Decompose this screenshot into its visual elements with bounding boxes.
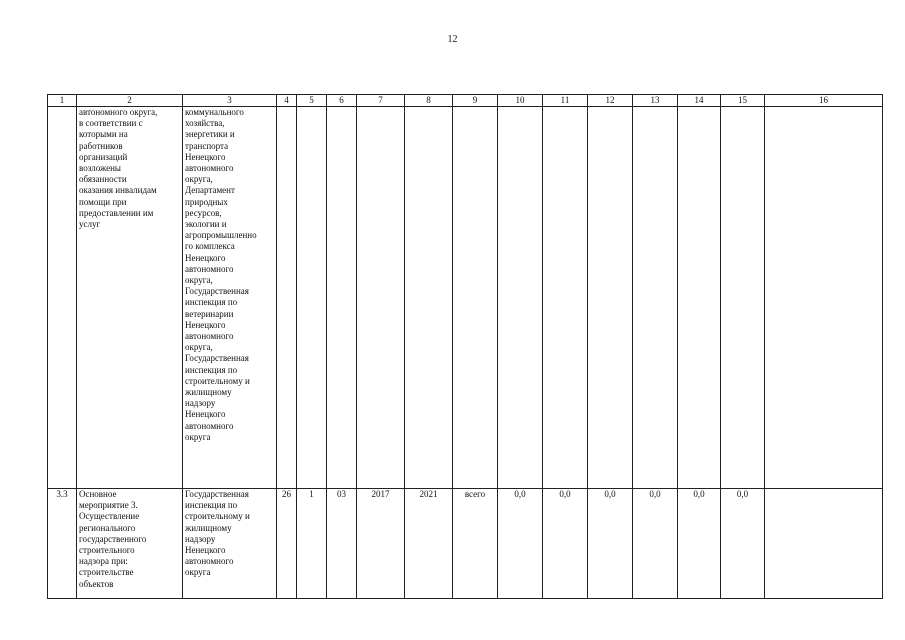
table-cell bbox=[633, 107, 678, 489]
header-cell: 16 bbox=[765, 95, 883, 107]
header-cell: 2 bbox=[77, 95, 183, 107]
table-cell: 2021 bbox=[405, 489, 453, 599]
table-cell: 0,0 bbox=[588, 489, 633, 599]
table-cell: 0,0 bbox=[543, 489, 588, 599]
column-number-row bbox=[48, 95, 883, 107]
table-cell: 03 bbox=[327, 489, 357, 599]
header-cell: 9 bbox=[453, 95, 498, 107]
table-cell bbox=[765, 107, 883, 489]
program-table bbox=[47, 94, 883, 599]
header-cell: 3 bbox=[183, 95, 277, 107]
table-row bbox=[48, 489, 883, 599]
table-cell bbox=[453, 107, 498, 489]
measure-name-cell: Основное мероприятие 3. Осуществление регионального государственного строительного надзора при: строительстве объектов bbox=[77, 489, 183, 599]
header-cell: 11 bbox=[543, 95, 588, 107]
table-cell: 2017 bbox=[357, 489, 405, 599]
measure-name-cell: автономного округа, в соответствии с которыми на работников организаций возложены обязанности оказания инвалидам помощи при предоставлении им услуг bbox=[77, 107, 183, 489]
table-cell: 0,0 bbox=[721, 489, 765, 599]
table-cell: 0,0 bbox=[498, 489, 543, 599]
executor-cell: коммунального хозяйства, энергетики и транспорта Ненецкого автономного округа, Департамент природных ресурсов, экологии и агропромышленно го комплекса Ненецкого автономного округа, Государственная инспекция по ветеринарии Ненецкого автономного округа, Государственная инспекция по строительному и жилищному надзору Ненецкого автономного округа bbox=[183, 107, 277, 489]
table-cell: 0,0 bbox=[633, 489, 678, 599]
table-cell: 1 bbox=[297, 489, 327, 599]
header-cell: 8 bbox=[405, 95, 453, 107]
header-cell: 4 bbox=[277, 95, 297, 107]
row-number-cell bbox=[48, 107, 77, 489]
table-cell bbox=[678, 107, 721, 489]
table-cell: 26 bbox=[277, 489, 297, 599]
table-cell: всего bbox=[453, 489, 498, 599]
header-cell: 6 bbox=[327, 95, 357, 107]
table-cell bbox=[327, 107, 357, 489]
row-number-cell: 3.3 bbox=[48, 489, 77, 599]
table-cell bbox=[498, 107, 543, 489]
page-number: 12 bbox=[447, 34, 458, 45]
table-cell: 0,0 bbox=[678, 489, 721, 599]
table-cell bbox=[297, 107, 327, 489]
table-cell bbox=[543, 107, 588, 489]
table-cell bbox=[721, 107, 765, 489]
header-cell: 10 bbox=[498, 95, 543, 107]
table-cell bbox=[277, 107, 297, 489]
table-cell bbox=[765, 489, 883, 599]
table-cell bbox=[405, 107, 453, 489]
executor-cell: Государственная инспекция по строительному и жилищному надзору Ненецкого автономного округа bbox=[183, 489, 277, 599]
header-cell: 13 bbox=[633, 95, 678, 107]
header-cell: 14 bbox=[678, 95, 721, 107]
table-row bbox=[48, 107, 883, 489]
table-cell bbox=[357, 107, 405, 489]
table-cell bbox=[588, 107, 633, 489]
header-cell: 5 bbox=[297, 95, 327, 107]
header-cell: 12 bbox=[588, 95, 633, 107]
header-cell: 1 bbox=[48, 95, 77, 107]
header-cell: 15 bbox=[721, 95, 765, 107]
header-cell: 7 bbox=[357, 95, 405, 107]
